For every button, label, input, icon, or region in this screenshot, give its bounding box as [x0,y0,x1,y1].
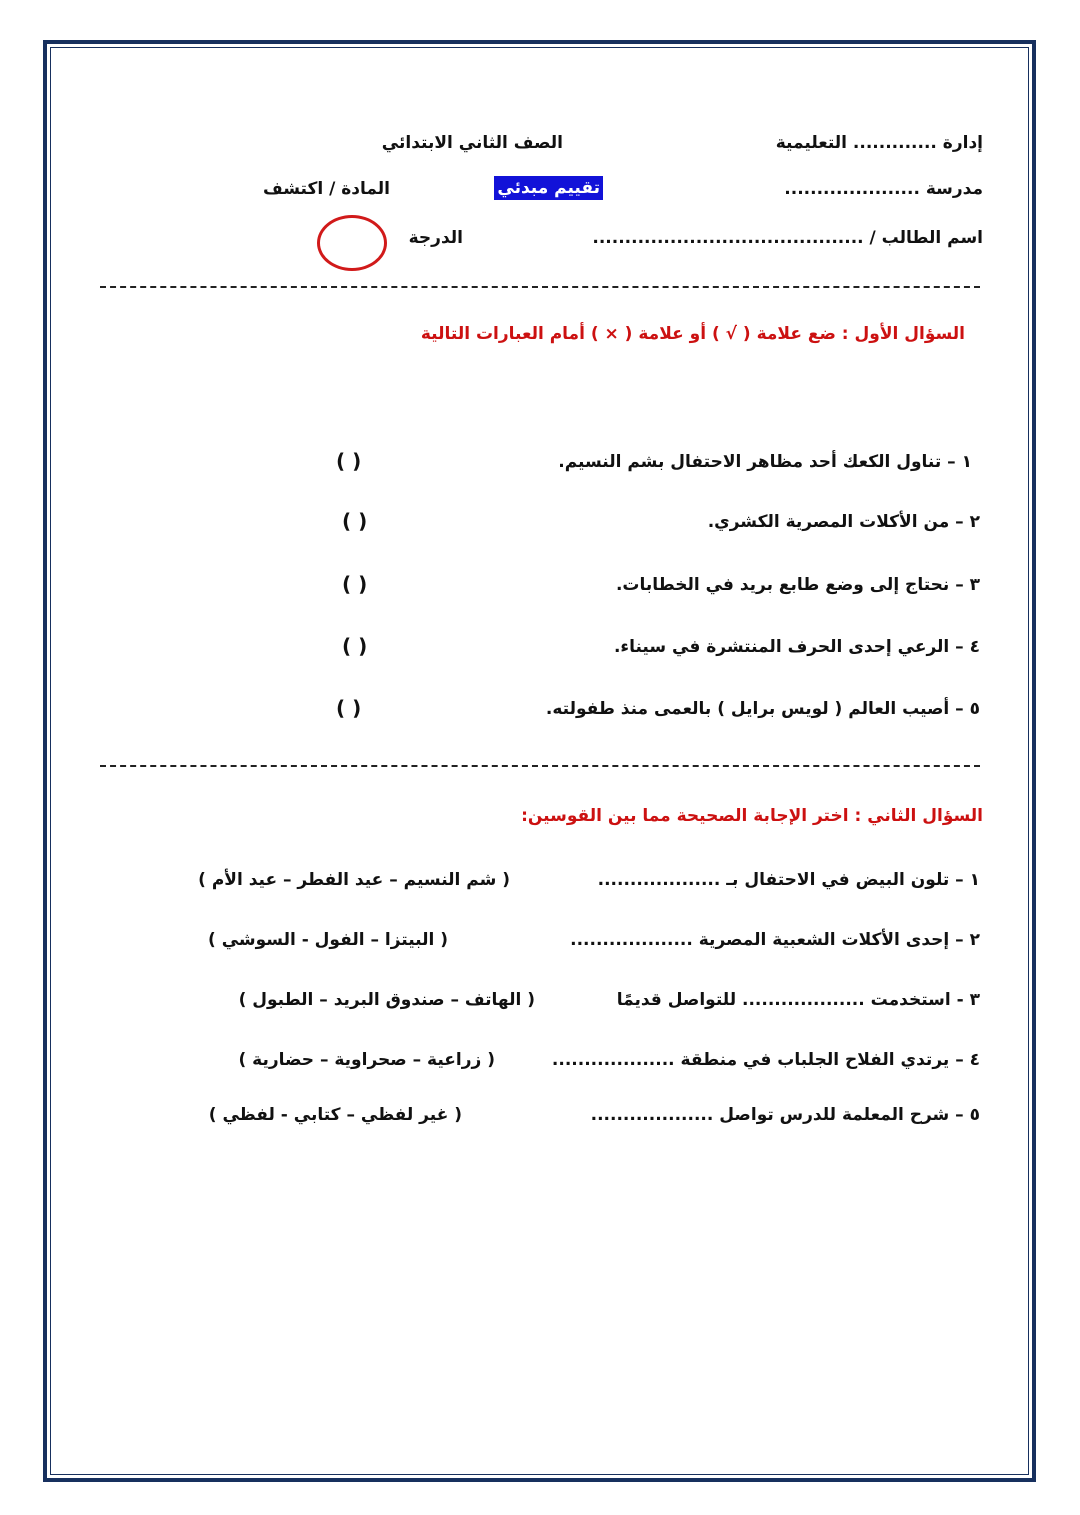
answer-bracket[interactable]: ( ) [342,509,368,533]
question2-stem: ٥ – شرح المعلمة للدرس تواصل ................... [590,1105,980,1125]
question2-stem: ١ – تلون البيض في الاحتفال بـ ................... [597,870,980,890]
question1-item: ٢ – من الأكلات المصرية الكشري. [707,512,980,532]
question2-choices: ( غير لفظي – كتابي - لفظي ) [208,1105,462,1125]
question2-choices: ( الهاتف – صندوق البريد – الطبول ) [238,990,535,1010]
school-field: مدرسة ..................... [784,179,983,199]
question1-item: ٥ – أصيب العالم ( لويس برايل ) بالعمى منذ طفولته. [545,699,980,719]
grade-level: الصف الثاني الابتدائي [381,133,563,153]
question1-title: السؤال الأول : ضع علامة ( √ ) أو علامة ( × ) أمام العبارات التالية [420,324,965,344]
directorate-field: إدارة ............. التعليمية [775,133,983,153]
answer-bracket[interactable]: ( ) [342,572,368,596]
page-border-inner [50,47,1029,1475]
question2-stem: ٣ - استخدمت ................... للتواصل قديمًا [616,990,980,1010]
answer-bracket[interactable]: ( ) [336,449,362,473]
grade-circle [317,215,387,271]
question2-title: السؤال الثاني : اختر الإجابة الصحيحة مما بين القوسين: [521,806,983,826]
question2-choices: ( البيتزا – الفول - السوشي ) [208,930,448,950]
subject-label: المادة / اكتشف [263,179,390,199]
question2-stem: ٢ – إحدى الأكلات الشعبية المصرية ................... [570,930,980,950]
score-label: الدرجة [408,228,463,248]
section-divider [100,286,980,288]
assessment-badge: تقييم مبدئي [494,176,603,200]
question1-item: ٣ – نحتاج إلى وضع طابع بريد في الخطابات. [615,575,980,595]
answer-bracket[interactable]: ( ) [336,696,362,720]
question2-choices: ( زراعية – صحراوية – حضارية ) [238,1050,495,1070]
question2-choices: ( شم النسيم – عيد الفطر – عيد الأم ) [198,870,510,890]
answer-bracket[interactable]: ( ) [342,634,368,658]
question2-stem: ٤ – يرتدي الفلاح الجلباب في منطقة ................... [551,1050,980,1070]
section-divider [100,765,980,767]
question1-item: ١ – تناول الكعك أحد مظاهر الاحتفال بشم النسيم. [558,452,972,472]
student-name-field: اسم الطالب / .......................................... [592,228,983,248]
question1-item: ٤ – الرعي إحدى الحرف المنتشرة في سيناء. [613,637,980,657]
